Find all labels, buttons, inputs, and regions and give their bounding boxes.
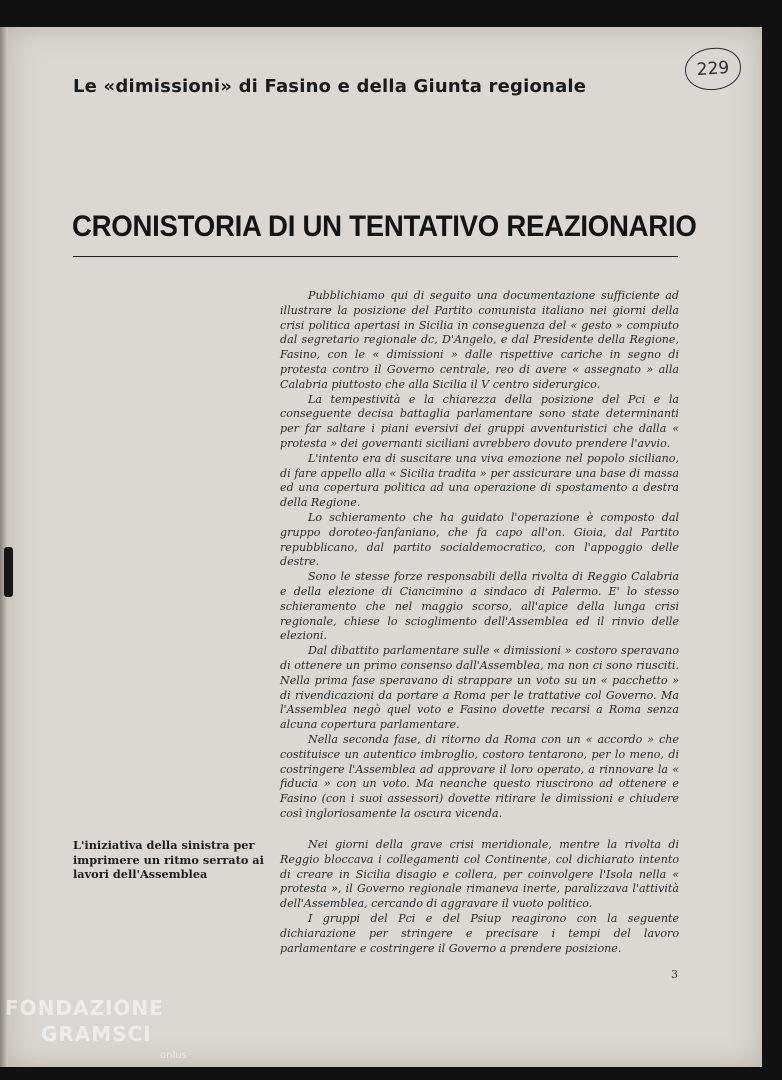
handwritten-page-number: 229	[684, 46, 743, 92]
intro-paragraph: Nella seconda fase, di ritorno da Roma con un « accordo » che costituisce un autentico imbroglio, costoro tentarono, per lo meno, di costringere l'Assemblea ad approvare il loro operato, a rinnovare la « fiducia » con un voto. Ma neanche questo riuscirono ad ottenere e Fasino (con i suoi assessori) dovette ritirare le dimissioni e chiudere così ingloriosamente la oscura vicenda.	[280, 732, 679, 820]
intro-paragraph: Pubblichiamo qui di seguito una documentazione sufficiente ad illustrare la posizione del Partito comunista italiano nei giorni della crisi politica apertasi in Sicilia in conseguenza del « gesto » compiuto dal segretario regionale dc, D'Angelo, e dal Presidente della Regione, Fasino, con le « dimissioni » dalle rispettive cariche in segno di protesta contro il Governo centrale, reo di avere « assegnato » alla Calabria piuttosto che alla Sicilia il V centro siderurgico.	[280, 289, 679, 391]
section2-paragraph: I gruppi del Pci e del Psiup reagirono con la seguente dichiarazione per stringere e precisare i tempi del lavoro parlamentare e costringere il Governo a prendere posizione.	[280, 911, 679, 955]
section2-text	[280, 838, 679, 956]
article-title: CRONISTORIA DI UN TENTATIVO REAZIONARIO	[72, 210, 697, 243]
section2-paragraph: Nei giorni della grave crisi meridionale, mentre la rivolta di Reggio bloccava i collegamenti col Continente, col dichiarato intento di creare in Sicilia disagio e collera, per coinvolgere l'Isola nella « protesta », il Governo regionale rimaneva inerte, paralizzava l'attività dell'Assemblea, cercando di aggravare il vuoto politico.	[280, 838, 679, 911]
intro-text	[280, 289, 679, 822]
article-kicker: Le «dimissioni» di Fasino e della Giunta regionale	[73, 76, 587, 97]
watermark-line2: GRAMSCI	[41, 1022, 152, 1046]
intro-paragraph: L'intento era di suscitare una viva emozione nel popolo siciliano, di fare appello alla « Sicilia tradita » per assicurare una base di massa ed una copertura politica ad una operazione di spostamento a destra della Regione.	[280, 451, 679, 510]
watermark-line1: FONDAZIONE	[5, 996, 164, 1020]
intro-paragraph: Sono le stesse forze responsabili della rivolta di Reggio Calabria e della elezione di Ciancimino a sindaco di Palermo. E' lo stesso schieramento che nel maggio scorso, all'apice della lunga crisi regionale, chiese lo scioglimento dell'Assemblea ed il rinvio delle elezioni.	[280, 570, 679, 643]
side-heading: L'iniziativa della sinistra per imprimere un ritmo serrato ai lavori dell'Assemblea	[73, 838, 264, 881]
archive-watermark	[5, 996, 187, 1061]
title-rule	[73, 256, 678, 257]
intro-paragraph: Lo schieramento che ha guidato l'operazione è composto dal gruppo doroteo-fanfaniano, che fa capo all'on. Gioia, dal Partito repubblicano, dal partito socialdemocratico, con l'appoggio delle destre.	[280, 510, 679, 569]
binding-hole	[4, 547, 13, 597]
intro-paragraph: La tempestività e la chiarezza della posizione del Pci e la conseguente decisa battaglia parlamentare sono state determinanti per far saltare i piani eversivi dei gruppi avventuristici che dalla « protesta » dei governanti siciliani avrebbero dovuto prendere l'avvio.	[280, 392, 679, 450]
watermark-line3: onlus	[160, 1050, 187, 1061]
intro-paragraph: Dal dibattito parlamentare sulle « dimissioni » costoro speravano di ottenere un primo consenso dall'Assemblea, ma non ci sono riusciti. Nella prima fase speravano di strappare un voto su un « pacchetto » di rivendicazioni da portare a Roma per le trattative col Governo. Ma l'Assemblea negò quel voto e Fasino dovette recarsi a Roma senza alcuna copertura parlamentare.	[280, 644, 679, 732]
page-folio: 3	[671, 968, 678, 981]
